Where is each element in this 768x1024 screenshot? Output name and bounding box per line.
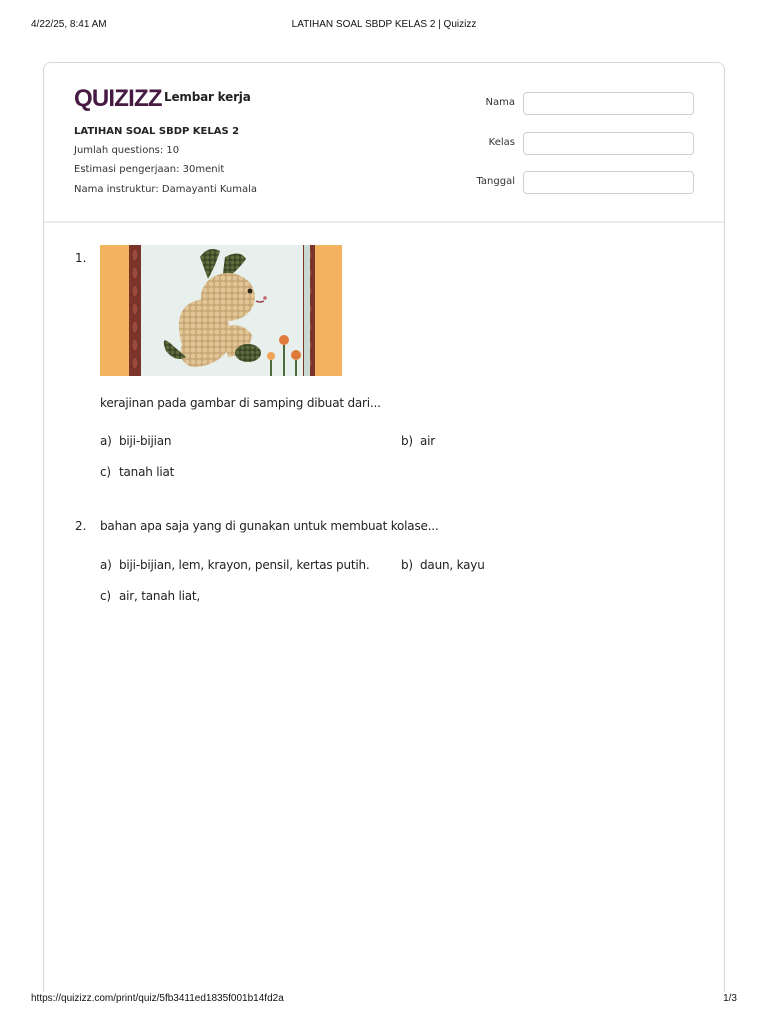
option-text: biji-bijian, lem, krayon, pensil, kertas putih. — [119, 558, 370, 572]
class-field[interactable] — [523, 132, 694, 155]
answer-option[interactable] — [401, 558, 485, 572]
instructor-name: Nama instruktur: Damayanti Kumala — [74, 184, 258, 195]
seed-mosaic-rabbit-image — [100, 245, 342, 376]
question-text: bahan apa saja yang di gunakan untuk membuat kolase... — [100, 519, 439, 533]
answer-option[interactable] — [100, 589, 200, 603]
print-page-number: 1/3 — [723, 993, 737, 1004]
quizizz-logo — [74, 83, 164, 111]
print-footer — [0, 993, 768, 1007]
option-letter: a) — [100, 558, 112, 572]
print-page-title: LATIHAN SOAL SBDP KELAS 2 | Quizizz — [291, 19, 477, 30]
option-letter: c) — [100, 465, 111, 479]
name-field[interactable] — [523, 92, 694, 115]
logo-wordmark: QUIZIZZ — [74, 85, 162, 111]
option-text: air, tanah liat, — [119, 589, 201, 603]
time-estimate: Estimasi pengerjaan: 30menit — [74, 164, 225, 175]
option-text: daun, kayu — [420, 558, 485, 572]
option-text: biji-bijian — [119, 434, 172, 448]
option-text: tanah liat — [119, 465, 175, 479]
option-letter: a) — [100, 434, 112, 448]
worksheet-subtitle: Lembar kerja — [164, 90, 251, 104]
option-letter: b) — [401, 434, 413, 448]
worksheet — [43, 62, 725, 992]
print-header — [0, 19, 768, 33]
option-letter: c) — [100, 589, 111, 603]
question-number: 1. — [75, 251, 87, 265]
print-url[interactable]: https://quizizz.com/print/quiz/5fb3411ed1835f001b14fd2a — [31, 993, 284, 1004]
option-text: air — [420, 434, 436, 448]
answer-option[interactable] — [401, 434, 435, 448]
option-letter: b) — [401, 558, 413, 572]
print-date: 4/22/25, 8:41 AM — [31, 19, 107, 30]
question-text: kerajinan pada gambar di samping dibuat dari... — [100, 396, 381, 410]
name-label: Nama — [485, 97, 515, 108]
answer-option[interactable] — [100, 465, 174, 479]
quiz-title: LATIHAN SOAL SBDP KELAS 2 — [74, 126, 240, 137]
question-number: 2. — [75, 519, 87, 533]
answer-option[interactable] — [100, 434, 171, 448]
questions-count: Jumlah questions: 10 — [74, 145, 180, 156]
worksheet-header — [44, 63, 724, 223]
answer-option[interactable] — [100, 558, 370, 572]
date-field[interactable] — [523, 171, 694, 194]
class-label: Kelas — [488, 137, 515, 148]
date-label: Tanggal — [476, 176, 515, 187]
